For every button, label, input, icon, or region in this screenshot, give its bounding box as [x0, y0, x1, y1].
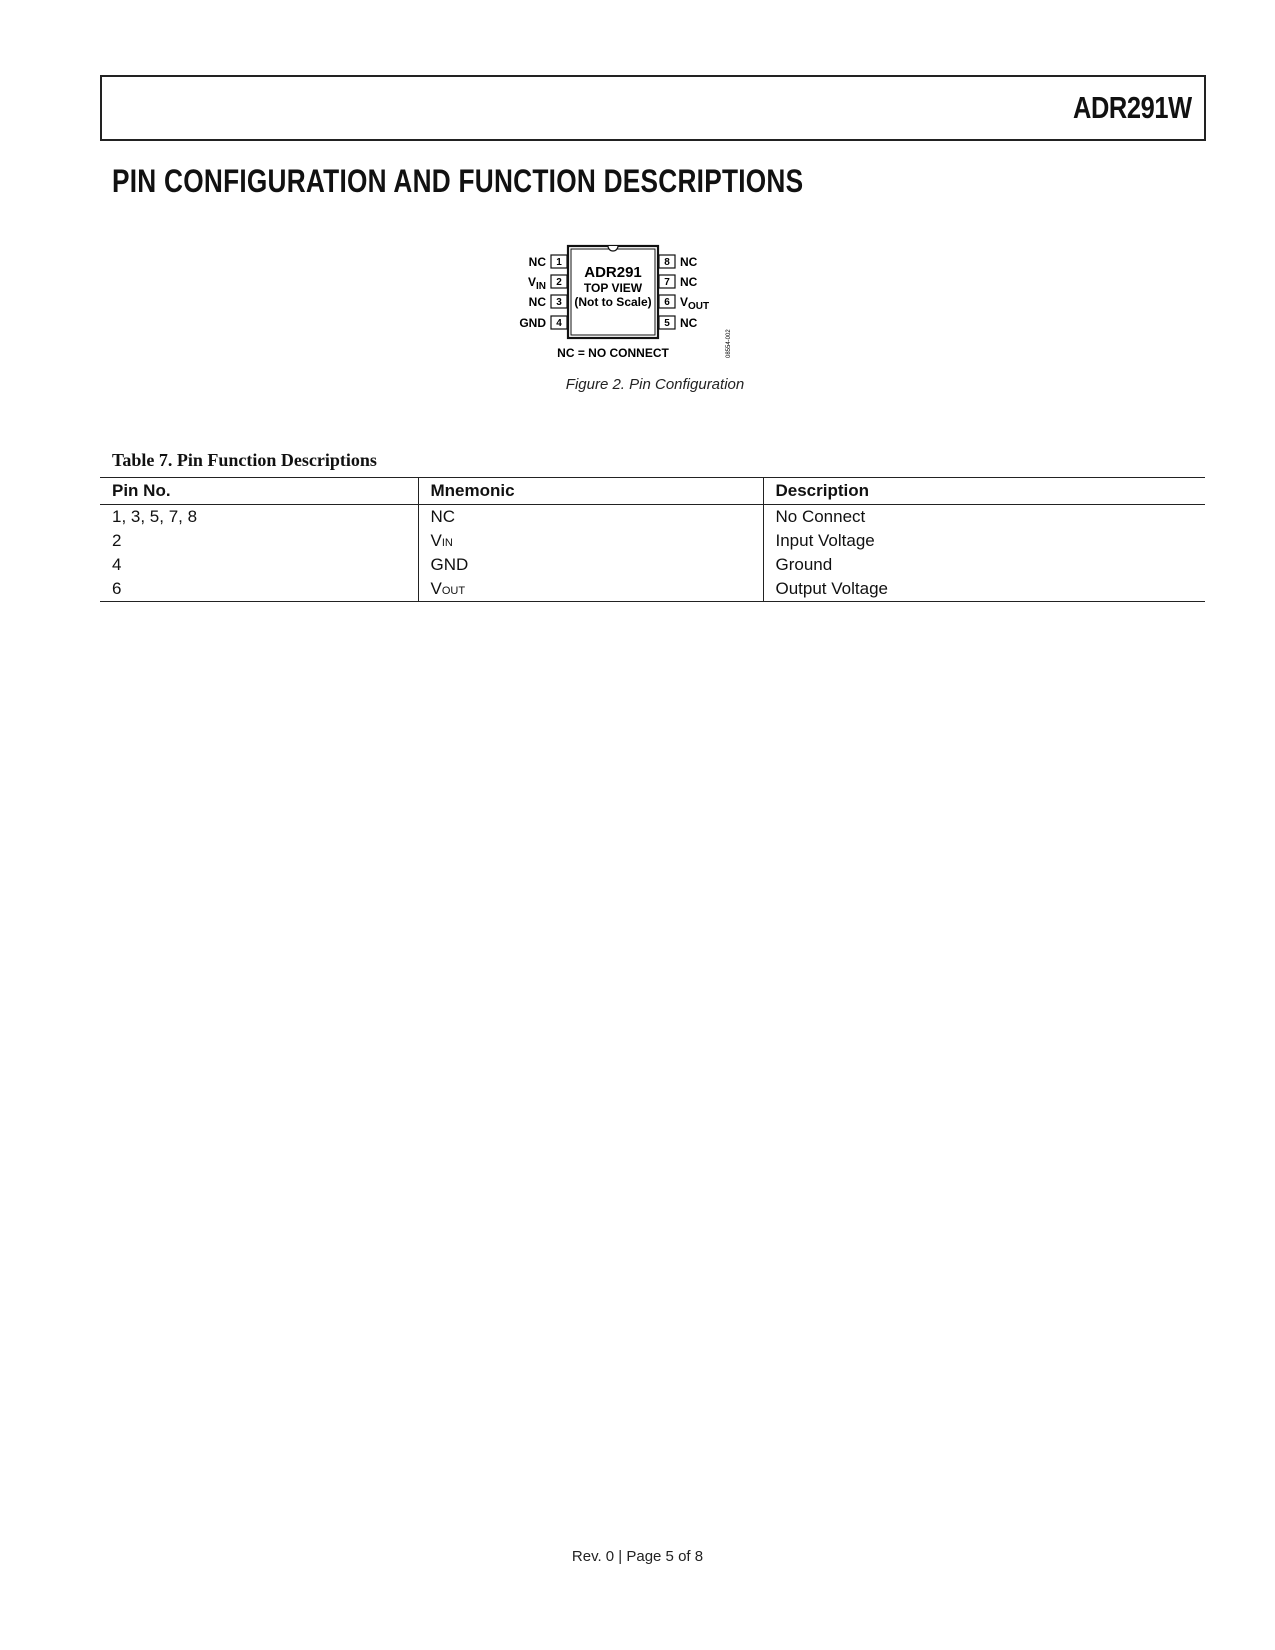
mnemonic-cell: VIN	[418, 529, 763, 553]
table-row	[100, 505, 1205, 530]
svg-text:3: 3	[556, 297, 562, 308]
right-pin-5	[659, 316, 698, 330]
table-row	[100, 553, 1205, 577]
pin-cell: 6	[100, 577, 418, 602]
right-pin-7	[659, 275, 698, 289]
svg-text:NC: NC	[680, 255, 698, 269]
svg-text:1: 1	[556, 257, 562, 268]
pin-cell: 4	[112, 555, 122, 574]
pin-cell: 2	[112, 531, 122, 550]
svg-text:VIN: $V_{IN}$	[527, 275, 546, 292]
description-cell: Output Voltage	[763, 577, 1205, 602]
header-mnemonic: Mnemonic	[418, 478, 763, 505]
table-row	[100, 529, 1205, 553]
left-pin-3	[529, 295, 567, 309]
svg-text:GND: GND	[519, 316, 546, 330]
mnemonic-cell: NC	[418, 505, 763, 530]
mnemonic-cell: GND	[418, 553, 763, 577]
part-number: ADR291W	[1073, 90, 1192, 125]
header-pin-no: Pin No.	[100, 478, 418, 505]
pin-configuration-figure	[519, 240, 790, 370]
svg-text:6: 6	[664, 297, 670, 308]
nc-legend: NC = NO CONNECT	[557, 346, 669, 360]
svg-text:2: 2	[556, 277, 562, 288]
header-description: Description	[763, 478, 1205, 505]
top-view-label: TOP VIEW	[583, 281, 643, 295]
mnemonic-cell: VOUT	[418, 577, 763, 602]
svg-text:8: 8	[664, 257, 670, 268]
page-header	[100, 75, 1206, 141]
pin-diagram	[519, 240, 790, 370]
svg-text:NC: NC	[680, 275, 698, 289]
svg-text:7: 7	[664, 277, 670, 288]
svg-text:NC: NC	[680, 316, 698, 330]
pin1-notch	[608, 246, 618, 251]
svg-text:5: 5	[664, 318, 670, 329]
left-pin-4	[519, 316, 567, 330]
right-pin-8	[659, 255, 698, 269]
table-caption: Table 7. Pin Function Descriptions	[112, 450, 377, 470]
left-pin-1	[529, 255, 567, 269]
table-row	[100, 577, 1205, 602]
pin-cell: 1, 3, 5, 7, 8	[112, 507, 198, 526]
svg-text:NC: NC	[528, 255, 546, 269]
svg-text:4: 4	[556, 318, 562, 329]
description-cell: No Connect	[763, 505, 1205, 530]
figure-id: 08554-002	[726, 329, 732, 358]
not-to-scale-label: (Not to Scale)	[574, 295, 652, 309]
description-cell: Input Voltage	[763, 529, 1205, 553]
table-header-row	[100, 478, 1205, 505]
pin-function-table	[100, 477, 1205, 602]
chip-name: ADR291	[584, 264, 642, 281]
svg-text:NC: NC	[528, 295, 546, 309]
right-pin-6	[659, 295, 709, 312]
svg-text:VOUT: $V_{OUT}$	[680, 295, 710, 312]
page-footer: Rev. 0 | Page 5 of 8	[571, 1548, 704, 1565]
description-cell: Ground	[763, 553, 1205, 577]
section-title: PIN CONFIGURATION AND FUNCTION DESCRIPTIONS	[112, 163, 804, 199]
left-pin-2	[528, 275, 567, 292]
figure-caption: Figure 2. Pin Configuration	[565, 376, 745, 393]
